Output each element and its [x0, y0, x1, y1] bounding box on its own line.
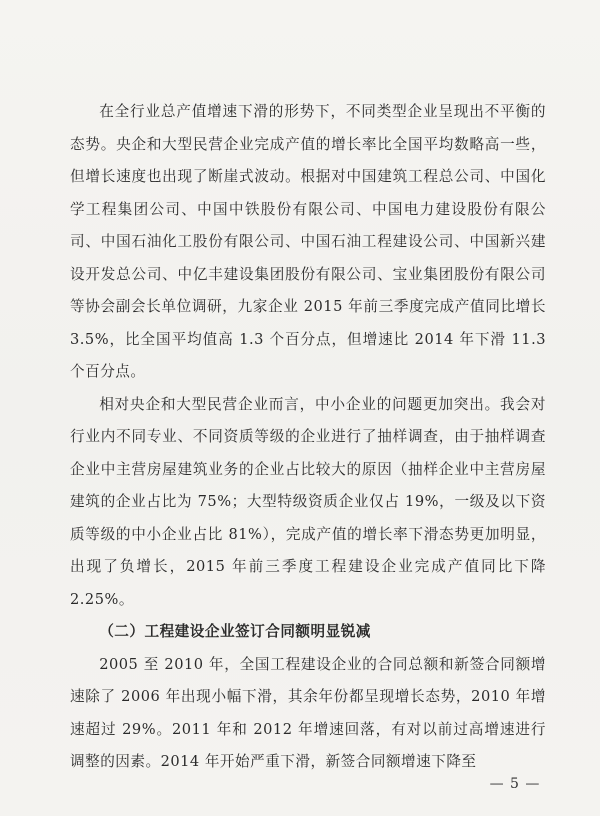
section-heading: （二）工程建设企业签订合同额明显锐减: [99, 623, 371, 640]
document-body: [70, 96, 546, 779]
paragraph-contract-amount: 2005 至 2010 年，全国工程建设企业的合同总额和新签合同额增速除了 2006 年出现小幅下滑，其余年份都呈现增长态势，2010 年增速超过 29%。2011 年和 2012 年增速回落，有对以前过高增速进行调整的因素。2014 年开始严重下滑，新签合同额增速下降至: [70, 655, 546, 770]
page-number: — 5 —: [489, 776, 541, 792]
paragraph-industry-output: 在全行业总产值增速下滑的形势下，不同类型企业呈现出不平衡的态势。央企和大型民营企业完成产值的增长率比全国平均数略高一些，但增长速度也出现了断崖式波动。根据对中国建筑工程总公司、中国化学工程集团公司、中国中铁股份有限公司、中国电力建设股份有限公司、中国石油化工股份有限公司、中国石油工程建设公司、中国新兴建设开发总公司、中亿丰建设集团股份有限公司、宝业集团股份有限公司等协会副会长单位调研，九家企业 2015 年前三季度完成产值同比增长 3.5%，比全国平均值高 1.3 个百分点，但增速比 2014 年下滑 11.3 个百分点。: [70, 103, 546, 380]
paragraph-small-enterprises: 相对央企和大型民营企业而言，中小企业的问题更加突出。我会对行业内不同专业、不同资质等级的企业进行了抽样调查，由于抽样调查企业中主营房屋建筑业务的企业占比较大的原因（抽样企业中主营房屋建筑的企业占比为 75%；大型特级资质企业仅占 19%，一级及以下资质等级的中小企业占比 81%），完成产值的增长率下滑态势更加明显，出现了负增长，2015 年前三季度工程建设企业完成产值同比下降 2.25%。: [70, 395, 546, 608]
